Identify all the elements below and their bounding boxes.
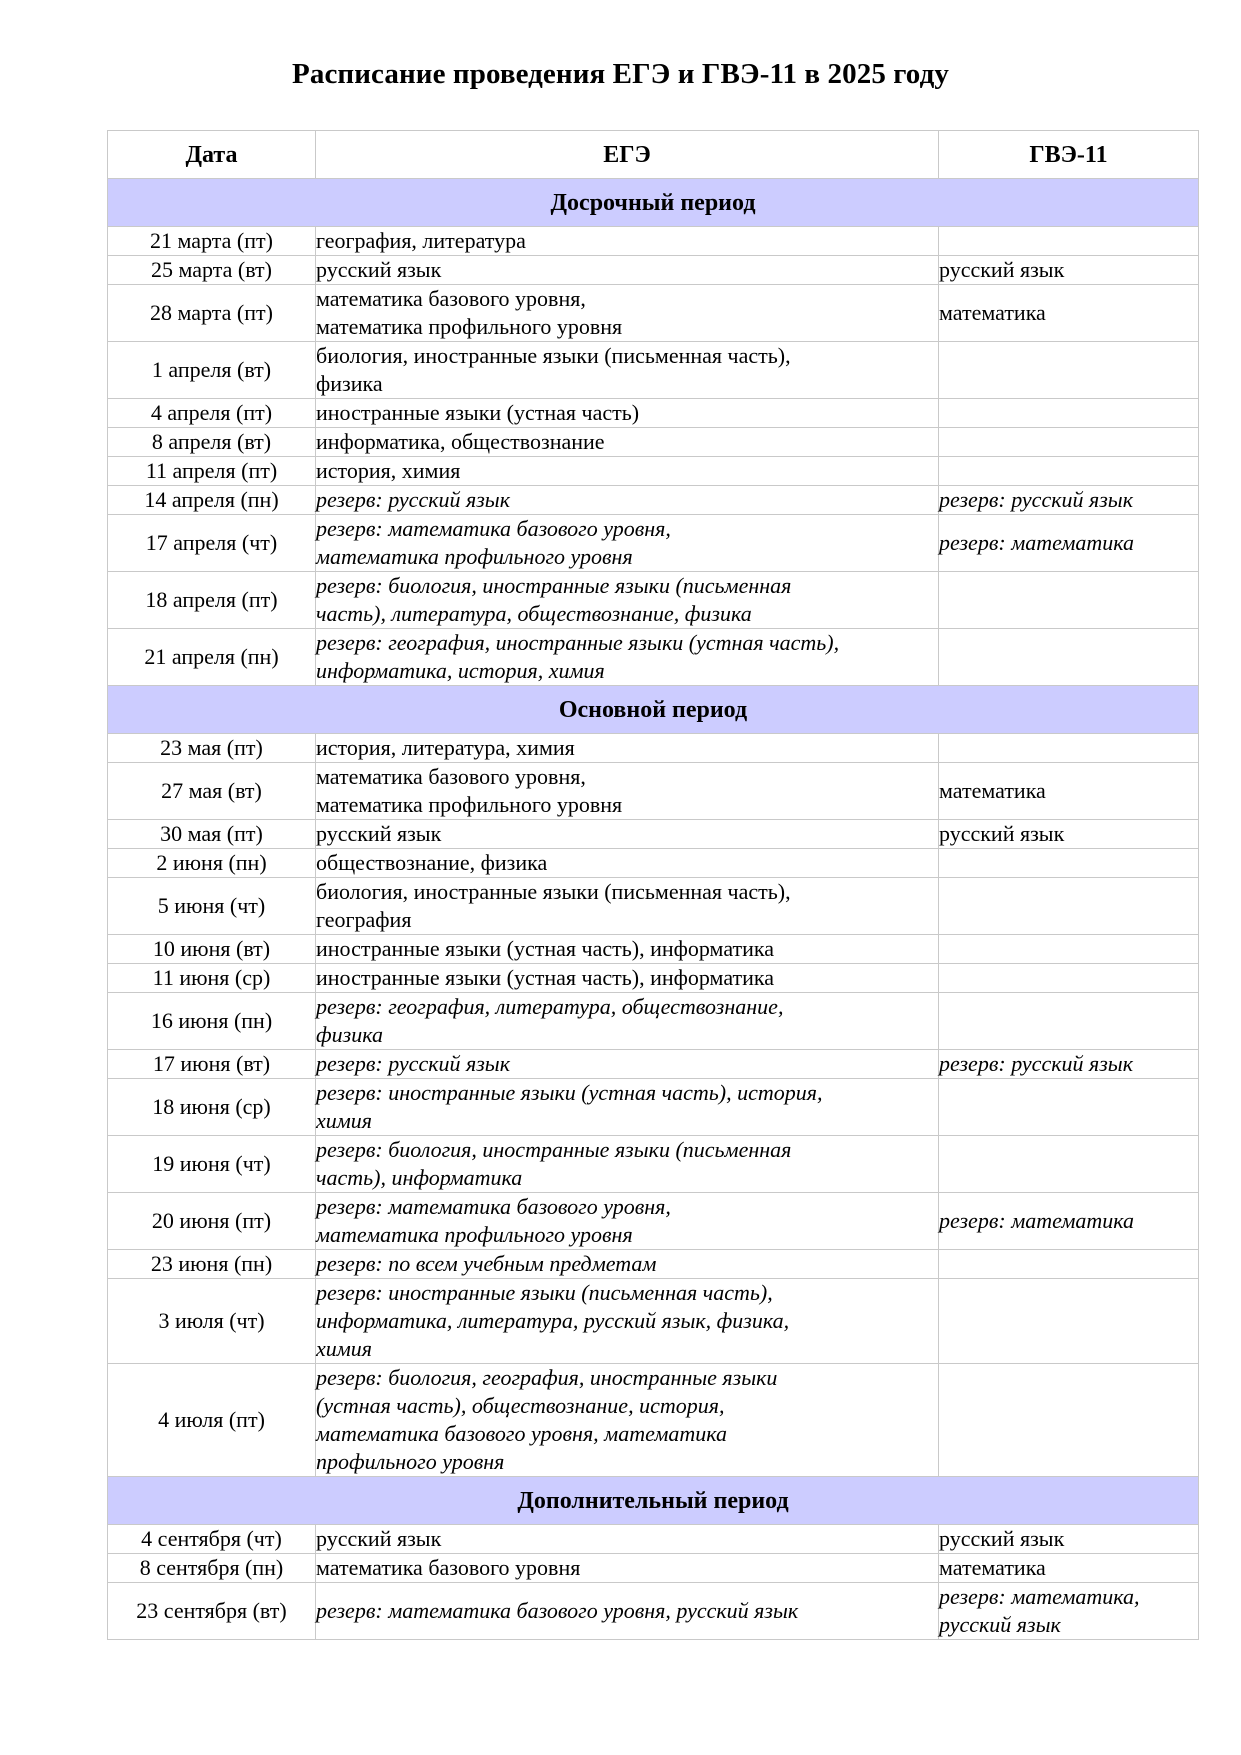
- cell-gve: [939, 342, 1199, 399]
- cell-ege-text: резерв: география, иностранные языки (устная часть), информатика, история, химия: [316, 630, 840, 683]
- table-row: [108, 1583, 1199, 1640]
- cell-date: 11 апреля (пт): [108, 457, 316, 486]
- table-row: [108, 285, 1199, 342]
- table-row: [108, 993, 1199, 1050]
- cell-ege-text: резерв: биология, иностранные языки (письменная часть), литература, обществознание, физика: [316, 573, 792, 626]
- cell-gve-text: резерв: русский язык: [939, 1051, 1133, 1076]
- cell-ege-text: история, литература, химия: [316, 735, 575, 760]
- schedule-table: [107, 130, 1199, 1640]
- cell-ege: [316, 935, 939, 964]
- table-row: [108, 1554, 1199, 1583]
- cell-gve: [939, 227, 1199, 256]
- cell-date: 17 апреля (чт): [108, 515, 316, 572]
- table-row: [108, 1193, 1199, 1250]
- cell-ege: [316, 1136, 939, 1193]
- section-header-row: [108, 686, 1199, 734]
- cell-gve: [939, 1583, 1199, 1640]
- cell-gve-text: резерв: математика: [939, 530, 1135, 555]
- cell-ege: [316, 1554, 939, 1583]
- cell-gve-text: русский язык: [939, 821, 1065, 846]
- cell-gve: [939, 399, 1199, 428]
- cell-gve: [939, 734, 1199, 763]
- cell-gve: [939, 1050, 1199, 1079]
- cell-ege: [316, 1193, 939, 1250]
- table-row: [108, 572, 1199, 629]
- section-title: Досрочный период: [108, 179, 1199, 227]
- cell-date: 21 апреля (пн): [108, 629, 316, 686]
- cell-gve: [939, 820, 1199, 849]
- cell-ege-text: информатика, обществознание: [316, 429, 605, 454]
- table-row: [108, 935, 1199, 964]
- cell-gve: [939, 1193, 1199, 1250]
- cell-date: 2 июня (пн): [108, 849, 316, 878]
- cell-ege-text: иностранные языки (устная часть), информатика: [316, 965, 775, 990]
- cell-gve-text: резерв: математика: [939, 1208, 1135, 1233]
- cell-ege-text: резерв: русский язык: [316, 1051, 510, 1076]
- cell-gve: [939, 1525, 1199, 1554]
- cell-ege-text: резерв: по всем учебным предметам: [316, 1251, 657, 1276]
- cell-ege: [316, 285, 939, 342]
- cell-ege: [316, 763, 939, 820]
- cell-gve: [939, 629, 1199, 686]
- cell-gve: [939, 849, 1199, 878]
- cell-ege-text: биология, иностранные языки (письменная часть), физика: [316, 343, 791, 396]
- cell-gve-text: математика: [939, 778, 1046, 803]
- cell-ege: [316, 515, 939, 572]
- table-row: [108, 878, 1199, 935]
- table-row: [108, 227, 1199, 256]
- cell-gve: [939, 1554, 1199, 1583]
- cell-date: 28 марта (пт): [108, 285, 316, 342]
- cell-ege-text: резерв: география, литература, обществознание, физика: [316, 994, 784, 1047]
- section-title: Основной период: [108, 686, 1199, 734]
- cell-gve: [939, 1136, 1199, 1193]
- cell-date: 5 июня (чт): [108, 878, 316, 935]
- cell-ege: [316, 342, 939, 399]
- cell-date: 23 сентября (вт): [108, 1583, 316, 1640]
- cell-gve-text: русский язык: [939, 257, 1065, 282]
- cell-ege-text: резерв: биология, география, иностранные языки (устная часть), обществознание, история, математика базового уровня, математика профильного уровня: [316, 1365, 778, 1474]
- cell-date: 23 мая (пт): [108, 734, 316, 763]
- page-title: Расписание проведения ЕГЭ и ГВЭ-11 в 2025 году: [292, 58, 949, 90]
- cell-gve: [939, 486, 1199, 515]
- cell-date: 4 сентября (чт): [108, 1525, 316, 1554]
- cell-ege-text: русский язык: [316, 257, 442, 282]
- cell-date: 18 июня (ср): [108, 1079, 316, 1136]
- cell-gve: [939, 1250, 1199, 1279]
- section-header-row: [108, 1477, 1199, 1525]
- table-row: [108, 457, 1199, 486]
- cell-gve-text: резерв: русский язык: [939, 487, 1133, 512]
- table-row: [108, 1136, 1199, 1193]
- cell-date: 25 марта (вт): [108, 256, 316, 285]
- cell-ege: [316, 849, 939, 878]
- section-header-row: [108, 179, 1199, 227]
- cell-gve: [939, 964, 1199, 993]
- cell-ege-text: русский язык: [316, 821, 442, 846]
- table-row: [108, 1364, 1199, 1477]
- cell-gve: [939, 878, 1199, 935]
- cell-gve: [939, 256, 1199, 285]
- cell-ege: [316, 1583, 939, 1640]
- cell-ege-text: резерв: математика базового уровня, математика профильного уровня: [316, 1194, 671, 1247]
- cell-ege-text: история, химия: [316, 458, 461, 483]
- cell-gve: [939, 1079, 1199, 1136]
- cell-ege-text: география, литература: [316, 228, 526, 253]
- header-gve: ГВЭ-11: [939, 131, 1199, 179]
- cell-date: 20 июня (пт): [108, 1193, 316, 1250]
- cell-gve: [939, 285, 1199, 342]
- header-date: Дата: [108, 131, 316, 179]
- cell-gve: [939, 1364, 1199, 1477]
- cell-date: 4 июля (пт): [108, 1364, 316, 1477]
- cell-ege: [316, 1050, 939, 1079]
- cell-ege: [316, 820, 939, 849]
- cell-ege: [316, 1279, 939, 1364]
- cell-gve: [939, 763, 1199, 820]
- cell-ege-text: резерв: математика базового уровня, русский язык: [316, 1598, 799, 1623]
- cell-gve: [939, 515, 1199, 572]
- section-title: Дополнительный период: [108, 1477, 1199, 1525]
- header-ege: ЕГЭ: [316, 131, 939, 179]
- table-row: [108, 1525, 1199, 1554]
- cell-ege: [316, 428, 939, 457]
- cell-gve: [939, 1279, 1199, 1364]
- cell-gve-text: математика: [939, 300, 1046, 325]
- cell-ege-text: резерв: математика базового уровня, математика профильного уровня: [316, 516, 671, 569]
- table-row: [108, 256, 1199, 285]
- cell-gve: [939, 993, 1199, 1050]
- table-row: [108, 1050, 1199, 1079]
- cell-date: 4 апреля (пт): [108, 399, 316, 428]
- cell-ege-text: русский язык: [316, 1526, 442, 1551]
- cell-ege-text: математика базового уровня, математика профильного уровня: [316, 764, 623, 817]
- cell-date: 11 июня (ср): [108, 964, 316, 993]
- cell-ege-text: математика базового уровня, математика профильного уровня: [316, 286, 623, 339]
- cell-ege: [316, 227, 939, 256]
- cell-date: 18 апреля (пт): [108, 572, 316, 629]
- table-header-row: [108, 131, 1199, 179]
- cell-ege-text: математика базового уровня: [316, 1555, 581, 1580]
- table-row: [108, 1079, 1199, 1136]
- table-row: [108, 342, 1199, 399]
- cell-date: 8 сентября (пн): [108, 1554, 316, 1583]
- table-row: [108, 515, 1199, 572]
- table-row: [108, 734, 1199, 763]
- table-row: [108, 964, 1199, 993]
- cell-ege: [316, 457, 939, 486]
- cell-ege: [316, 734, 939, 763]
- table-row: [108, 486, 1199, 515]
- cell-ege-text: обществознание, физика: [316, 850, 548, 875]
- cell-date: 3 июля (чт): [108, 1279, 316, 1364]
- cell-gve-text: русский язык: [939, 1526, 1065, 1551]
- cell-ege: [316, 399, 939, 428]
- table-row: [108, 428, 1199, 457]
- cell-ege: [316, 1525, 939, 1554]
- cell-ege: [316, 1250, 939, 1279]
- cell-date: 17 июня (вт): [108, 1050, 316, 1079]
- cell-ege: [316, 629, 939, 686]
- cell-date: 10 июня (вт): [108, 935, 316, 964]
- cell-date: 21 марта (пт): [108, 227, 316, 256]
- cell-ege-text: иностранные языки (устная часть), информатика: [316, 936, 775, 961]
- cell-ege-text: резерв: иностранные языки (письменная часть), информатика, литература, русский язык, физика, химия: [316, 1280, 790, 1361]
- cell-ege-text: иностранные языки (устная часть): [316, 400, 640, 425]
- cell-gve: [939, 935, 1199, 964]
- cell-ege: [316, 878, 939, 935]
- cell-ege-text: резерв: иностранные языки (устная часть), история, химия: [316, 1080, 823, 1133]
- table-row: [108, 849, 1199, 878]
- cell-ege: [316, 256, 939, 285]
- table-row: [108, 820, 1199, 849]
- cell-ege: [316, 572, 939, 629]
- cell-date: 16 июня (пн): [108, 993, 316, 1050]
- cell-date: 19 июня (чт): [108, 1136, 316, 1193]
- cell-ege: [316, 993, 939, 1050]
- table-row: [108, 763, 1199, 820]
- cell-ege: [316, 486, 939, 515]
- cell-gve: [939, 572, 1199, 629]
- table-row: [108, 629, 1199, 686]
- cell-date: 30 мая (пт): [108, 820, 316, 849]
- cell-ege: [316, 1079, 939, 1136]
- cell-ege: [316, 964, 939, 993]
- table-row: [108, 399, 1199, 428]
- table-row: [108, 1279, 1199, 1364]
- cell-ege: [316, 1364, 939, 1477]
- cell-gve-text: математика: [939, 1555, 1046, 1580]
- cell-ege-text: резерв: биология, иностранные языки (письменная часть), информатика: [316, 1137, 792, 1190]
- cell-date: 27 мая (вт): [108, 763, 316, 820]
- cell-gve: [939, 457, 1199, 486]
- cell-ege-text: биология, иностранные языки (письменная часть), география: [316, 879, 791, 932]
- cell-gve-text: резерв: математика, русский язык: [939, 1584, 1140, 1637]
- cell-date: 23 июня (пн): [108, 1250, 316, 1279]
- cell-ege-text: резерв: русский язык: [316, 487, 510, 512]
- table-row: [108, 1250, 1199, 1279]
- cell-date: 14 апреля (пн): [108, 486, 316, 515]
- cell-date: 8 апреля (вт): [108, 428, 316, 457]
- cell-date: 1 апреля (вт): [108, 342, 316, 399]
- cell-gve: [939, 428, 1199, 457]
